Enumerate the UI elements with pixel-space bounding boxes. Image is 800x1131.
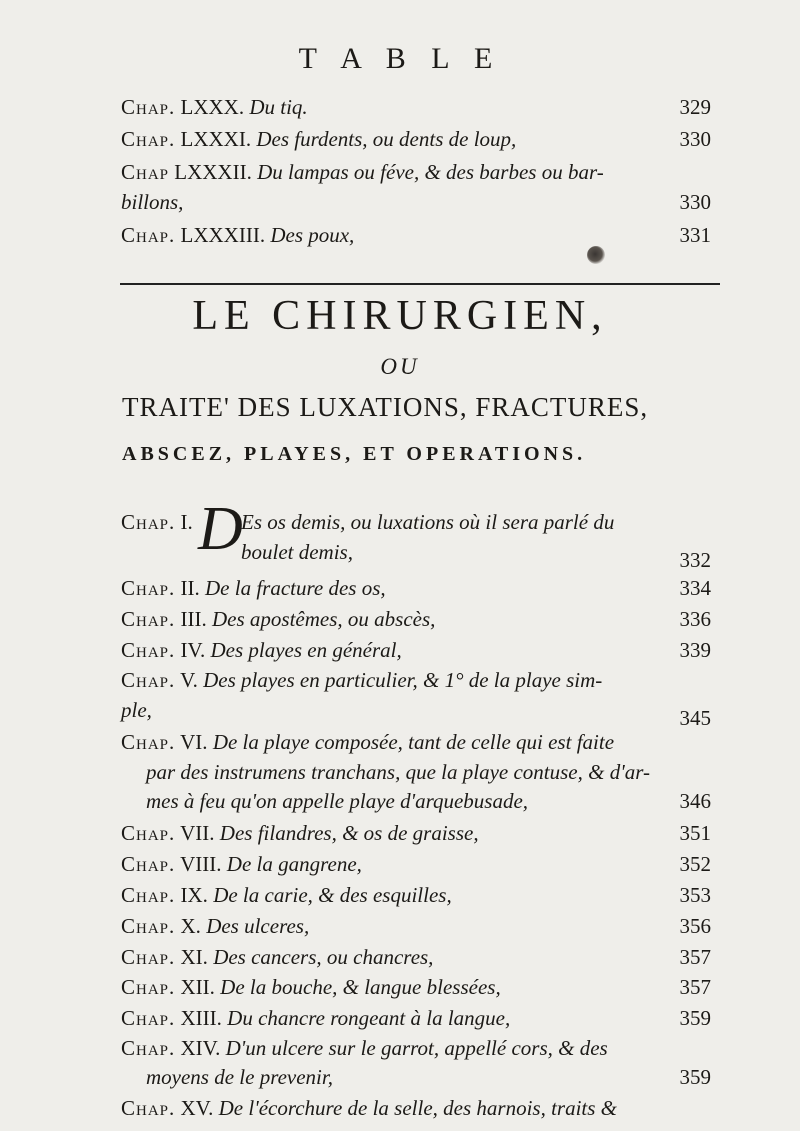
section-title: LE CHIRURGIEN, bbox=[192, 293, 608, 339]
chapter-number: IX. bbox=[180, 883, 208, 907]
page-number: 359 bbox=[679, 1006, 711, 1030]
chapter-title: Des playes en particulier, & 1° de la playe sim- bbox=[203, 668, 603, 692]
chapter-title-continuation: moyens de le prevenir, bbox=[146, 1065, 333, 1089]
chapter-title-continuation: ple, bbox=[121, 698, 152, 722]
chapter-label: Chap. bbox=[121, 607, 176, 631]
chapter-number: VIII. bbox=[180, 852, 222, 876]
chapter-label: Chap. bbox=[121, 821, 176, 845]
chapter-label: Chap. bbox=[121, 1036, 176, 1060]
toc-entry bbox=[121, 507, 711, 537]
page-number: 334 bbox=[679, 576, 711, 600]
section-subtitle-2: ABSCEZ, PLAYES, ET OPERATIONS. bbox=[122, 443, 587, 465]
page-number: 353 bbox=[679, 883, 711, 907]
page-number: 339 bbox=[679, 638, 711, 662]
chapter-number: VII. bbox=[180, 821, 215, 845]
toc-entry bbox=[121, 665, 711, 695]
chapter-title: De la bouche, & langue blessées, bbox=[220, 975, 501, 999]
section-rule bbox=[120, 283, 720, 285]
chapter-number: V. bbox=[180, 668, 198, 692]
toc-entry-continuation bbox=[146, 757, 711, 787]
toc-entry bbox=[121, 124, 711, 154]
chapter-label: Chap. bbox=[121, 1096, 176, 1120]
toc-entry bbox=[121, 911, 711, 941]
chapter-number: XII. bbox=[180, 975, 215, 999]
chapter-title: De la fracture des os, bbox=[205, 576, 386, 600]
chapter-title-continuation: mes à feu qu'on appelle playe d'arquebusade, bbox=[146, 789, 529, 813]
page-number: 345 bbox=[679, 706, 711, 730]
chapter-label: Chap. bbox=[121, 975, 176, 999]
chapter-number: XIII. bbox=[180, 1006, 222, 1030]
page-number: 357 bbox=[679, 975, 711, 999]
running-head: T A B L E bbox=[298, 42, 502, 75]
chapter-number: LXXXI. bbox=[180, 127, 252, 151]
chapter-label: Chap. bbox=[121, 576, 176, 600]
toc-entry bbox=[121, 849, 711, 879]
chapter-label: Chap. bbox=[121, 510, 176, 534]
chapter-number: LXXX. bbox=[180, 95, 245, 119]
chapter-title: Des furdents, ou dents de loup, bbox=[256, 127, 517, 151]
chapter-number: XIV. bbox=[180, 1036, 221, 1060]
chapter-title: De l'écorchure de la selle, des harnois, traits & bbox=[218, 1096, 618, 1120]
chapter-title: Es os demis, ou luxations où il sera parlé du bbox=[241, 510, 615, 534]
chapter-number: XV. bbox=[180, 1096, 214, 1120]
drop-cap: D bbox=[198, 495, 243, 563]
chapter-title-continuation: par des instrumens tranchans, que la playe contuse, & d'ar- bbox=[146, 760, 650, 784]
toc-entry bbox=[121, 92, 711, 122]
chapter-label: Chap. bbox=[121, 852, 176, 876]
chapter-title: De la gangrene, bbox=[226, 852, 362, 876]
toc-entry bbox=[121, 635, 711, 665]
chapter-title: De la carie, & des esquilles, bbox=[213, 883, 452, 907]
toc-entry bbox=[121, 1033, 711, 1063]
page-number: 352 bbox=[679, 852, 711, 876]
page-number: 357 bbox=[679, 945, 711, 969]
toc-entry bbox=[121, 220, 711, 250]
chapter-title: Des ulceres, bbox=[206, 914, 310, 938]
toc-entry bbox=[121, 880, 711, 910]
toc-entry-continuation bbox=[146, 1062, 711, 1092]
page-number: 359 bbox=[679, 1065, 711, 1089]
page-number: 332 bbox=[679, 548, 711, 572]
toc-entry bbox=[121, 573, 711, 603]
toc-entry-continuation bbox=[121, 695, 711, 730]
toc-entry-continuation bbox=[146, 786, 711, 816]
chapter-title: Du lampas ou féve, & des barbes ou bar- bbox=[257, 160, 604, 184]
chapter-number: VI. bbox=[180, 730, 208, 754]
chapter-number: X. bbox=[180, 914, 201, 938]
chapter-label: Chap. bbox=[121, 730, 176, 754]
toc-entry bbox=[121, 604, 711, 634]
chapter-label: Chap. bbox=[121, 1006, 176, 1030]
chapter-label: Chap bbox=[121, 160, 170, 184]
ink-blot-ornament bbox=[587, 246, 605, 264]
chapter-label: Chap. bbox=[121, 95, 176, 119]
toc-entry bbox=[121, 818, 711, 848]
chapter-title: Des apostêmes, ou abscès, bbox=[212, 607, 436, 631]
chapter-number: LXXXIII. bbox=[180, 223, 266, 247]
chapter-label: Chap. bbox=[121, 668, 176, 692]
chapter-label: Chap. bbox=[121, 945, 176, 969]
chapter-label: Chap. bbox=[121, 223, 176, 247]
page-number: 330 bbox=[679, 190, 711, 214]
chapter-label: Chap. bbox=[121, 914, 176, 938]
page-number: 329 bbox=[679, 95, 711, 119]
chapter-title: De la playe composée, tant de celle qui est faite bbox=[212, 730, 615, 754]
toc-entry bbox=[121, 727, 711, 757]
chapter-number: LXXXII. bbox=[174, 160, 252, 184]
chapter-number: I. bbox=[180, 510, 193, 534]
toc-entry bbox=[121, 1003, 711, 1033]
chapter-title-continuation: billons, bbox=[121, 190, 184, 214]
page-number: 336 bbox=[679, 607, 711, 631]
section-title-ou: OU bbox=[380, 354, 420, 379]
page-number: 330 bbox=[679, 127, 711, 151]
toc-entry bbox=[121, 157, 711, 187]
chapter-number: II. bbox=[180, 576, 200, 600]
chapter-title: Des filandres, & os de graisse, bbox=[219, 821, 479, 845]
chapter-title: Des poux, bbox=[270, 223, 355, 247]
page-number: 331 bbox=[679, 223, 711, 247]
section-subtitle-1: TRAITE' DES LUXATIONS, FRACTURES, bbox=[122, 392, 649, 422]
toc-entry bbox=[121, 972, 711, 1002]
chapter-title: Du chancre rongeant à la langue, bbox=[227, 1006, 511, 1030]
chapter-title: D'un ulcere sur le garrot, appellé cors, & des bbox=[225, 1036, 608, 1060]
toc-entry bbox=[121, 942, 711, 972]
toc-entry-continuation bbox=[121, 187, 711, 217]
chapter-title: Des cancers, ou chancres, bbox=[213, 945, 434, 969]
chapter-title: Du tiq. bbox=[249, 95, 308, 119]
chapter-title-continuation: boulet demis, bbox=[241, 540, 353, 564]
page-number: 346 bbox=[679, 789, 711, 813]
page-number: 356 bbox=[679, 914, 711, 938]
chapter-number: IV. bbox=[180, 638, 206, 662]
chapter-number: XI. bbox=[180, 945, 208, 969]
toc-entry bbox=[121, 1093, 711, 1123]
chapter-number: III. bbox=[180, 607, 207, 631]
chapter-label: Chap. bbox=[121, 638, 176, 662]
chapter-label: Chap. bbox=[121, 883, 176, 907]
page-number: 351 bbox=[679, 821, 711, 845]
chapter-label: Chap. bbox=[121, 127, 176, 151]
chapter-title: Des playes en général, bbox=[210, 638, 402, 662]
